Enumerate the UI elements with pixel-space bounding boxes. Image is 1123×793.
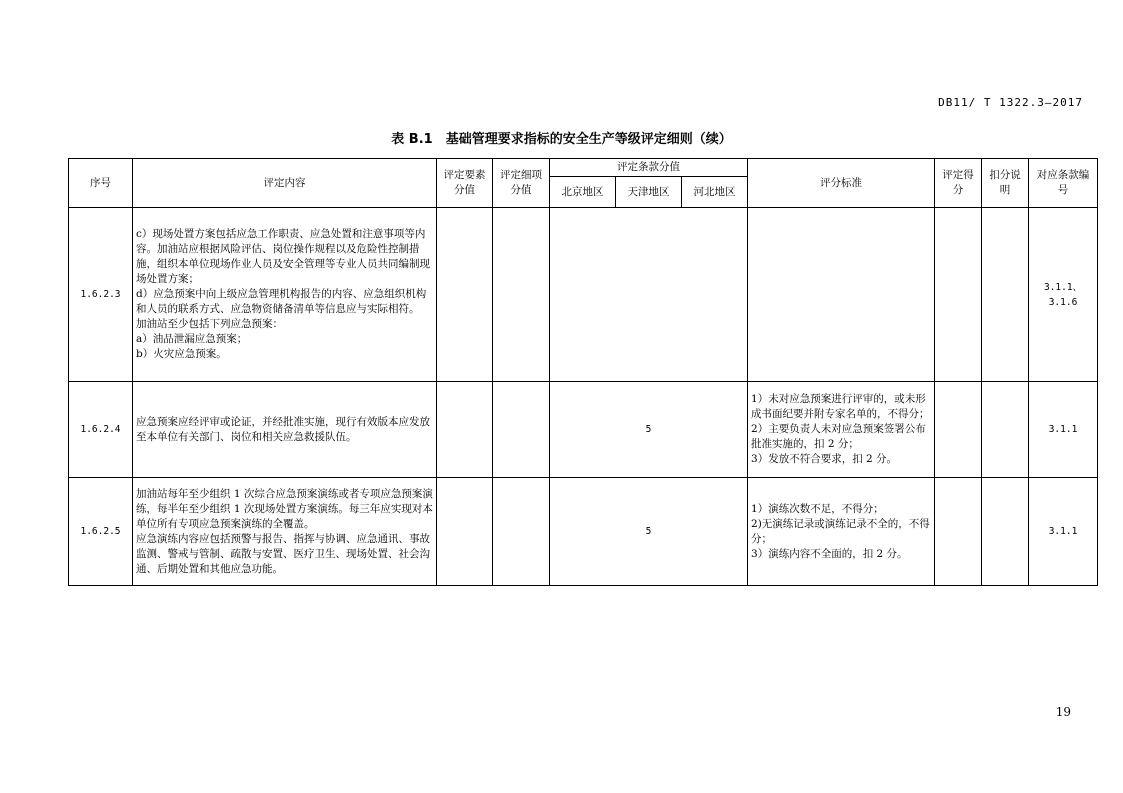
row-score — [935, 208, 982, 382]
header-seq: 序号 — [69, 159, 133, 208]
row-criteria — [748, 208, 935, 382]
row-content — [133, 382, 437, 478]
row-deduction — [982, 478, 1029, 586]
header-tianjin: 天津地区 — [616, 177, 682, 208]
content-paragraph: c）现场处置方案包括应急工作职责、应急处置和注意事项等内容。加油站应根据风险评估、岗位操作规程以及危险性控制措施，组织本单位现场作业人员及安全管理等专业人员共同编制现场处置方案； — [136, 228, 430, 285]
row-seq: 1.6.2.3 — [69, 208, 133, 382]
row-element-score — [437, 208, 493, 382]
row-seq: 1.6.2.4 — [69, 382, 133, 478]
row-criteria — [748, 478, 935, 586]
criteria-item: 2）主要负责人未对应急预案签署公布批准实施的，扣 2 分； — [751, 423, 926, 450]
row-content — [133, 208, 437, 382]
evaluation-table — [68, 158, 1098, 586]
document-code: DB11/ T 1322.3—2017 — [938, 96, 1083, 109]
page-number: 19 — [1055, 705, 1071, 719]
content-paragraph: d）应急预案中向上级应急管理机构报告的内容、应急组织机构和人员的联系方式、应急物资储备清单等信息应与实际相符。 — [136, 288, 427, 315]
table-row — [69, 208, 1098, 382]
header-content: 评定内容 — [133, 159, 437, 208]
content-paragraph: b）火灾应急预案。 — [136, 348, 227, 360]
row-clause-score: 5 — [550, 382, 748, 478]
content-paragraph: 应急预案应经评审或论证，并经批准实施，现行有效版本应发放至本单位有关部门、岗位和相关应急救援队伍。 — [136, 415, 430, 443]
row-criteria — [748, 382, 935, 478]
criteria-item: 1）未对应急预案进行评审的，或未形成书面纪要并附专家名单的，不得分； — [751, 393, 930, 420]
content-paragraph: 加油站每年至少组织 1 次综合应急预案演练或者专项应急预案演练，每半年至少组织 1 次现场处置方案演练。每三年应实现对本单位所有专项应急预案演练的全覆盖。 — [136, 487, 433, 530]
header-score: 评定得分 — [935, 159, 982, 208]
row-clause-no: 3.1.1、3.1.6 — [1029, 208, 1098, 382]
header-clause-no: 对应条款编号 — [1029, 159, 1098, 208]
content-paragraph: 应急演练内容应包括预警与报告、指挥与协调、应急通讯、事故监测、警戒与管制、疏散与安置、医疗卫生、现场处置、社会沟通、后期处置和其他应急功能。 — [136, 532, 430, 575]
row-content — [133, 478, 437, 586]
row-element-score — [437, 478, 493, 586]
header-hebei: 河北地区 — [682, 177, 748, 208]
criteria-item: 1）演练次数不足，不得分； — [751, 502, 884, 515]
row-score — [935, 478, 982, 586]
header-element-score: 评定要素分值 — [437, 159, 493, 208]
row-element-score — [437, 382, 493, 478]
content-paragraph: a）油品泄漏应急预案； — [136, 333, 248, 345]
table-row — [69, 382, 1098, 478]
header-deduction: 扣分说明 — [982, 159, 1029, 208]
header-beijing: 北京地区 — [550, 177, 616, 208]
header-criteria: 评分标准 — [748, 159, 935, 208]
table-body — [69, 208, 1098, 586]
row-clause-no: 3.1.1 — [1029, 478, 1098, 586]
criteria-item: 2)无演练记录或演练记录不全的，不得分； — [751, 517, 930, 545]
row-clause-score: 5 — [550, 478, 748, 586]
row-item-score — [493, 208, 550, 382]
content-paragraph: 加油站至少包括下列应急预案： — [136, 318, 283, 330]
row-clause-no: 3.1.1 — [1029, 382, 1098, 478]
table-row — [69, 478, 1098, 586]
row-clause-score — [550, 208, 748, 382]
row-seq: 1.6.2.5 — [69, 478, 133, 586]
row-deduction — [982, 382, 1029, 478]
row-deduction — [982, 208, 1029, 382]
table-title: 表 B.1 基础管理要求指标的安全生产等级评定细则（续） — [391, 132, 732, 147]
criteria-item: 3）演练内容不全面的，扣 2 分。 — [751, 547, 908, 560]
row-score — [935, 382, 982, 478]
row-item-score — [493, 382, 550, 478]
criteria-item: 3）发放不符合要求，扣 2 分。 — [751, 453, 898, 465]
header-item-score: 评定细项分值 — [493, 159, 550, 208]
header-clause-score: 评定条款分值 — [550, 159, 748, 177]
row-item-score — [493, 478, 550, 586]
